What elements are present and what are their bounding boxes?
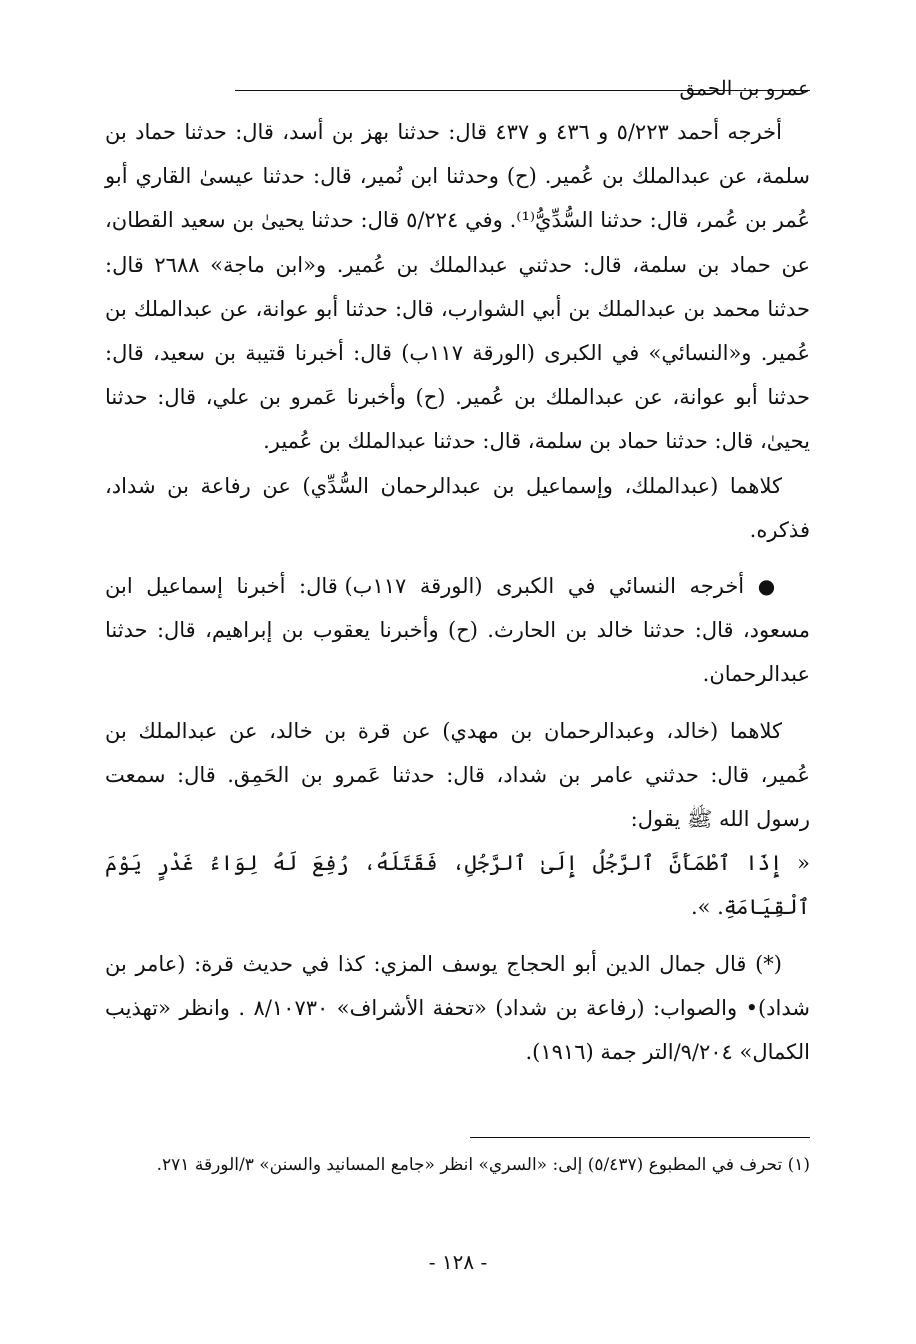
footnote bbox=[105, 1150, 810, 1180]
page-number: - ١٢٨ - bbox=[428, 1250, 488, 1274]
paragraph-gap bbox=[105, 552, 810, 564]
running-header bbox=[105, 68, 810, 108]
header-title: عمرو بن الحمق bbox=[679, 76, 810, 100]
paragraph-takhrij-nasai bbox=[105, 564, 810, 697]
paragraph-takhrij-ahmad: أخرجه أحمد ٥/٢٢٣ و ٤٣٦ و ٤٣٧ قال: حدثنا بهز بن أسد، قال: حدثنا حماد بن سلمة، عن عبدالملك بن عُمير. (ح) وحدثنا ابن نُمير، قال: حدثنا عيسىٰ القاري أبو عُمر بن عُمر، قال: حدثنا السُّدِّيُّ⁽¹⁾. وفي ٥/٢٢٤ قال: حدثنا يحيىٰ بن سعيد القطان، عن حماد بن سلمة، قال: حدثني عبدالملك بن عُمير. و«ابن ماجة» ٢٦٨٨ قال: حدثنا محمد بن عبدالملك بن أبي الشوارب، قال: حدثنا أبو عوانة، عن عبدالملك بن عُمير. و«النسائي» في الكبرى (الورقة ١١٧ب) قال: أخبرنا قتيبة بن سعيد، قال: حدثنا أبو عوانة، عن عبدالملك بن عُمير. (ح) وأخبرنا عَمرو بن علي، قال: حدثنا يحيىٰ، قال: حدثنا حماد بن سلمة، قال: حدثنا عبدالملك بن عُمير. bbox=[105, 120, 810, 454]
header-rule bbox=[235, 90, 810, 91]
paragraph-gap bbox=[105, 697, 810, 709]
paragraph-mizzi-note: (*) قال جمال الدين أبو الحجاج يوسف المزي: كذا في حديث قرة: (عامر بن شداد)• والصواب: (رفاعة بن شداد) «تحفة الأشراف» ٨/١٠٧٣٠ . وانظر «تهذيب الكمال» ٩/٢٠٤/التر جمة (١٩١٦). bbox=[105, 951, 810, 1065]
paragraph-gap bbox=[105, 930, 810, 942]
hadith-matn: « إِذَا ٱطْمَأَنَّ ٱلرَّجُلُ إِلَىٰ ٱلرَّجُلِ، فَقَتَلَهُ، رُفِعَ لَهُ لِوَاءُ غَدْرٍ يَوْمَ ٱلْقِيَامَةِ. ». bbox=[105, 851, 810, 920]
footnote-rule bbox=[470, 1137, 810, 1138]
paragraph-both-narrators: كلاهما (عبدالملك، وإسماعيل بن عبدالرحمان السُّدِّي) عن رفاعة بن شداد، فذكره. bbox=[105, 473, 810, 542]
paragraph-isnad: كلاهما (خالد، وعبدالرحمان بن مهدي) عن قرة بن خالد، عن عبدالملك بن عُمير، قال: حدثني عامر بن شداد، قال: حدثنا عَمرو بن الحَمِق. قال: سمعت رسول الله ﷺ يقول: bbox=[105, 718, 810, 832]
paragraph-takhrij-nasai-text: أخرجه النسائي في الكبرى (الورقة ١١٧ب) قال: أخبرنا إسماعيل ابن مسعود، قال: حدثنا خالد بن الحارث. (ح) وأخبرنا يعقوب بن إبراهيم، قال: حدثنا عبدالرحمان. bbox=[105, 574, 810, 687]
bullet-icon: ● bbox=[757, 574, 783, 599]
footnote-text: (١) تحرف في المطبوع (٥/٤٣٧) إلى: «السري» انظر «جامع المسانيد والسنن» ٣/الورقة ٢٧١. bbox=[156, 1155, 810, 1175]
main-text bbox=[105, 110, 810, 1074]
